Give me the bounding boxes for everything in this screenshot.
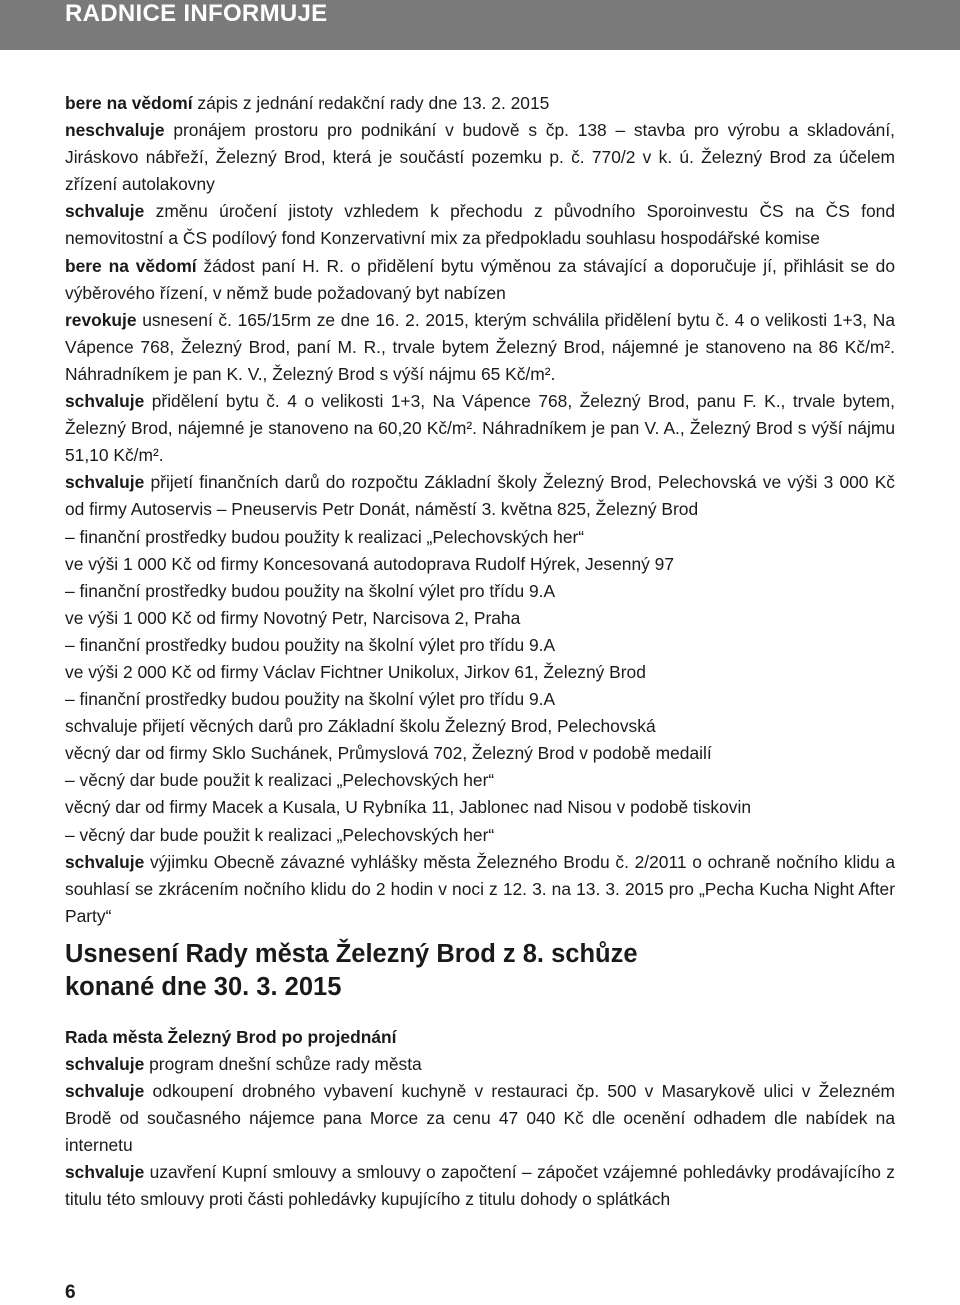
text-line: ve výši 1 000 Kč od firmy Koncesovaná autodoprava Rudolf Hýrek, Jesenný 97 [65, 553, 675, 574]
resolution-text: uzavření Kupní smlouvy a smlouvy o započtení – zápočet vzájemné pohledávky prodávajícího z titulu této smlouvy proti části pohledávky kupujícího z titulu dohody o splátkách [65, 1162, 895, 1210]
section-title: RADNICE INFORMUJE [65, 0, 328, 27]
resolution-text: usnesení č. 165/15rm ze dne 16. 2. 2015, kterým schválila přidělení bytu č. 4 o velikosti 1+3, Na Vápence 768, Železný Brod, paní M. R., trvale bytem Železný Brod, nájemné je stanoveno na 86 Kč/m². Náhradníkem je pan K. V., Železný Brod s výší nájmu 65 Kč/m². [65, 309, 895, 384]
resolution-keyword: revokuje [65, 309, 137, 330]
resolution-text: odkoupení drobného vybavení kuchyně v restauraci čp. 500 v Masarykově ulici v Železném Brodě od současného nájemce pana Morce za cenu 47 040 Kč dle ocenění odhadem dle nabídek na internetu [65, 1081, 895, 1156]
resolution-text: pronájem prostoru pro podnikání v budově s čp. 138 – stavba pro výrobu a skladování, Jiráskovo nábřeží, Železný Brod, která je součástí pozemku p. č. 770/2 v k. ú. Železný Brod za účelem zřízení autolakovny [65, 120, 895, 195]
text-line: schvaluje přijetí věcných darů pro Základní školu Železný Brod, Pelechovská [65, 716, 656, 737]
section-heading-line: Usnesení Rady města Železný Brod z 8. schůze [65, 939, 638, 968]
resolution-paragraph [65, 1159, 895, 1213]
text-line: – finanční prostředky budou použity na školní výlet pro třídu 9.A [65, 634, 556, 655]
resolution-paragraph [65, 388, 895, 469]
text-line: – finanční prostředky budou použity na školní výlet pro třídu 9.A [65, 580, 556, 601]
text-line: – finanční prostředky budou použity na školní výlet pro třídu 9.A [65, 689, 556, 710]
resolution-keyword: schvaluje [65, 201, 145, 222]
resolution-paragraph [65, 253, 895, 307]
resolution-text: zápis z jednání redakční rady dne 13. 2. 2015 [192, 93, 550, 113]
resolution-keyword: neschvaluje [65, 120, 165, 141]
text-line: věcný dar od firmy Macek a Kusala, U Rybníka 11, Jablonec nad Nisou v podobě tiskovin [65, 797, 751, 818]
resolution-paragraph [65, 307, 895, 388]
resolution-text: přijetí finančních darů do rozpočtu Základní školy Železný Brod, Pelechovská ve výši 3 000 Kč od firmy Autoservis – Pneuservis Petr Donát, náměstí 3. května 825, Železný Brod [65, 472, 895, 520]
resolution-keyword: schvaluje [65, 1054, 145, 1074]
resolution-keyword: schvaluje [65, 1162, 145, 1183]
text-line: – věcný dar bude použit k realizaci „Pelechovských her“ [65, 770, 495, 791]
resolution-text: změnu úročení jistoty vzhledem k přechodu z původního Sporoinvestu ČS na ČS fond nemovitostní a ČS podílový fond Konzervativní mix za předpokladu souhlasu hospodářské komise [65, 201, 895, 249]
section-subheading: Rada města Železný Brod po projednání [65, 1026, 397, 1047]
resolution-keyword: schvaluje [65, 851, 145, 872]
resolution-paragraph [65, 469, 895, 523]
resolution-text: výjimku Obecně závazné vyhlášky města Železného Brodu č. 2/2011 o ochraně nočního klidu a souhlasí se zkrácením nočního klidu do 2 hodin v noci z 12. 3. na 13. 3. 2015 pro „Pecha Kucha Night After Party“ [65, 851, 895, 926]
text-line: – věcný dar bude použit k realizaci „Pelechovských her“ [65, 824, 495, 845]
resolution-text: žádost paní H. R. o přidělení bytu výměnou za stávající a doporučuje jí, přihlásit se do výběrového řízení, v němž bude požadovaný byt nabízen [65, 255, 895, 303]
resolution-text: přidělení bytu č. 4 o velikosti 1+3, Na Vápence 768, Železný Brod, panu F. K., trvale bytem, Železný Brod, nájemné je stanoveno na 60,20 Kč/m². Náhradníkem je pan V. A., Železný Brod s výší nájmu 51,10 Kč/m². [65, 391, 895, 466]
resolution-keyword: bere na vědomí [65, 93, 193, 113]
page-number: 6 [65, 1282, 76, 1303]
resolution-paragraph [65, 198, 895, 252]
text-line: – finanční prostředky budou použity k realizaci „Pelechovských her“ [65, 526, 585, 547]
text-line: ve výši 1 000 Kč od firmy Novotný Petr, Narcisova 2, Praha [65, 607, 521, 628]
resolution-paragraph [65, 1078, 895, 1159]
resolution-paragraph [65, 1051, 895, 1078]
resolution-paragraph [65, 849, 895, 930]
resolution-keyword: schvaluje [65, 391, 145, 412]
section-heading-line: konané dne 30. 3. 2015 [65, 972, 342, 1001]
resolution-paragraph [65, 117, 895, 198]
document-body [65, 90, 895, 1214]
text-line: věcný dar od firmy Sklo Suchánek, Průmyslová 702, Železný Brod v podobě medailí [65, 743, 712, 764]
text-line: ve výši 2 000 Kč od firmy Václav Fichtner Unikolux, Jirkov 61, Železný Brod [65, 661, 646, 682]
resolution-keyword: bere na vědomí [65, 255, 197, 276]
resolution-keyword: schvaluje [65, 472, 145, 493]
resolution-paragraph [65, 90, 895, 117]
resolution-text: program dnešní schůze rady města [144, 1054, 422, 1074]
resolution-keyword: schvaluje [65, 1081, 145, 1102]
section-heading [65, 938, 895, 1004]
